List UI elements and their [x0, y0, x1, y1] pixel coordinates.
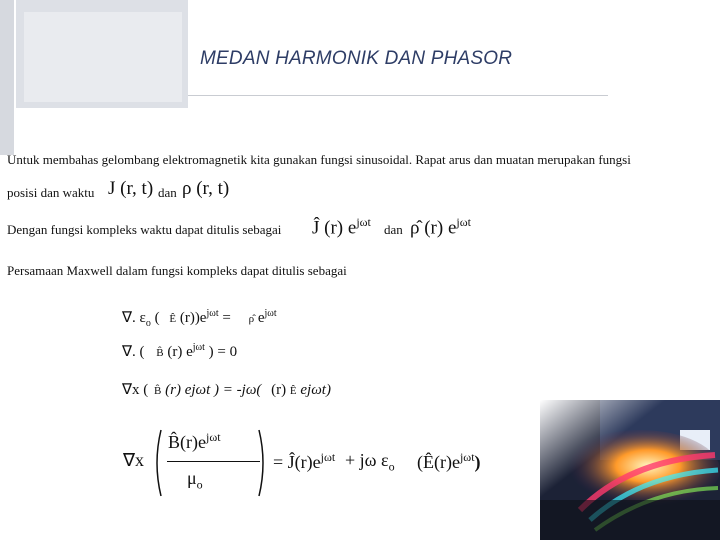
eq-part: ) = 0	[208, 344, 238, 360]
formula-rho-complex	[410, 215, 471, 239]
eq-exponent: jωt	[264, 308, 277, 319]
eq-part: (r))e	[179, 310, 207, 326]
eq-part: = Ĵ(r)e	[273, 452, 321, 472]
eq-part: )	[474, 452, 481, 472]
eq-part: μ	[187, 468, 197, 488]
formula-rho-complex-base: ρ̂ (r) e	[410, 217, 457, 239]
eq-exponent: jωt	[320, 450, 336, 464]
formula-J-complex	[312, 215, 371, 239]
eq-symbol-B: B̂	[156, 347, 164, 359]
eq-part: =	[222, 310, 231, 326]
paragraph-complex: Dengan fungsi kompleks waktu dapat ditulis sebagai	[7, 222, 282, 237]
slide-title: MEDAN HARMONIK DAN PHASOR	[200, 48, 513, 69]
eq-exponent: jωt	[192, 342, 205, 353]
eq-exponent: jωt	[205, 430, 221, 444]
eq-symbol-E: Ê	[169, 313, 177, 325]
formula-J-rt: J (r, t)	[108, 178, 154, 199]
equation-ampere	[123, 428, 523, 500]
eq-symbol-E: Ê	[289, 385, 297, 397]
conjunction-dan: dan	[384, 222, 403, 237]
decorative-square	[0, 0, 14, 155]
eq-part: (r) e	[167, 344, 193, 360]
eq-rhs-displacement	[345, 450, 395, 475]
eq-part: B̂(r)e	[168, 432, 206, 452]
equation-gauss-electric	[122, 308, 277, 329]
equation-faraday	[122, 380, 331, 399]
eq-part: (r) ejωt ) = -jω(	[165, 382, 262, 398]
formula-J-complex-base: Ĵ (r) e	[312, 217, 357, 239]
eq-numerator	[168, 430, 221, 453]
fraction-bar	[167, 461, 260, 462]
eq-symbol-B: B̂	[154, 385, 162, 397]
eq-rhs-current	[273, 450, 335, 473]
decorative-theater-photo	[540, 400, 720, 540]
eq-subscript: o	[196, 477, 203, 492]
paragraph-maxwell: Persamaan Maxwell dalam fungsi kompleks dapat ditulis sebagai	[7, 263, 347, 278]
paragraph-intro-line2: posisi dan waktu	[7, 185, 95, 200]
eq-exponent: jωt	[459, 450, 475, 464]
eq-exponent: jωt	[206, 308, 219, 319]
paragraph-intro: Untuk membahas gelombang elektromagnetik kita gunakan fungsi sinusoidal. Rapat arus dan muatan merupakan fungsi	[7, 152, 631, 167]
eq-part: ∇. ε	[122, 310, 146, 326]
title-divider	[188, 95, 608, 96]
eq-part: ∇x (	[122, 382, 149, 398]
eq-part: (r)	[271, 382, 287, 398]
eq-rhs-E	[417, 450, 481, 473]
eq-subscript: o	[388, 459, 395, 474]
eq-part: + jω ε	[345, 450, 389, 470]
equation-gauss-magnetic	[122, 342, 237, 361]
eq-part: (Ê(r)e	[417, 452, 460, 472]
decorative-square	[24, 12, 182, 102]
formula-exponent: jωt	[356, 215, 371, 229]
conjunction-dan: dan	[158, 185, 177, 200]
eq-part: e	[257, 310, 265, 326]
eq-part: ∇. (	[122, 344, 145, 360]
eq-part: ejωt)	[300, 382, 331, 398]
eq-denominator	[187, 468, 203, 493]
formula-rho-rt: ρ (r, t)	[182, 178, 230, 199]
eq-part: (	[154, 310, 160, 326]
eq-part: ∇x	[123, 450, 145, 470]
bracket-right	[257, 428, 269, 498]
bracket-left	[151, 428, 163, 498]
eq-subscript: o	[145, 318, 151, 329]
formula-exponent: jωt	[456, 215, 471, 229]
eq-symbol-rho: ρ̂	[248, 313, 255, 325]
